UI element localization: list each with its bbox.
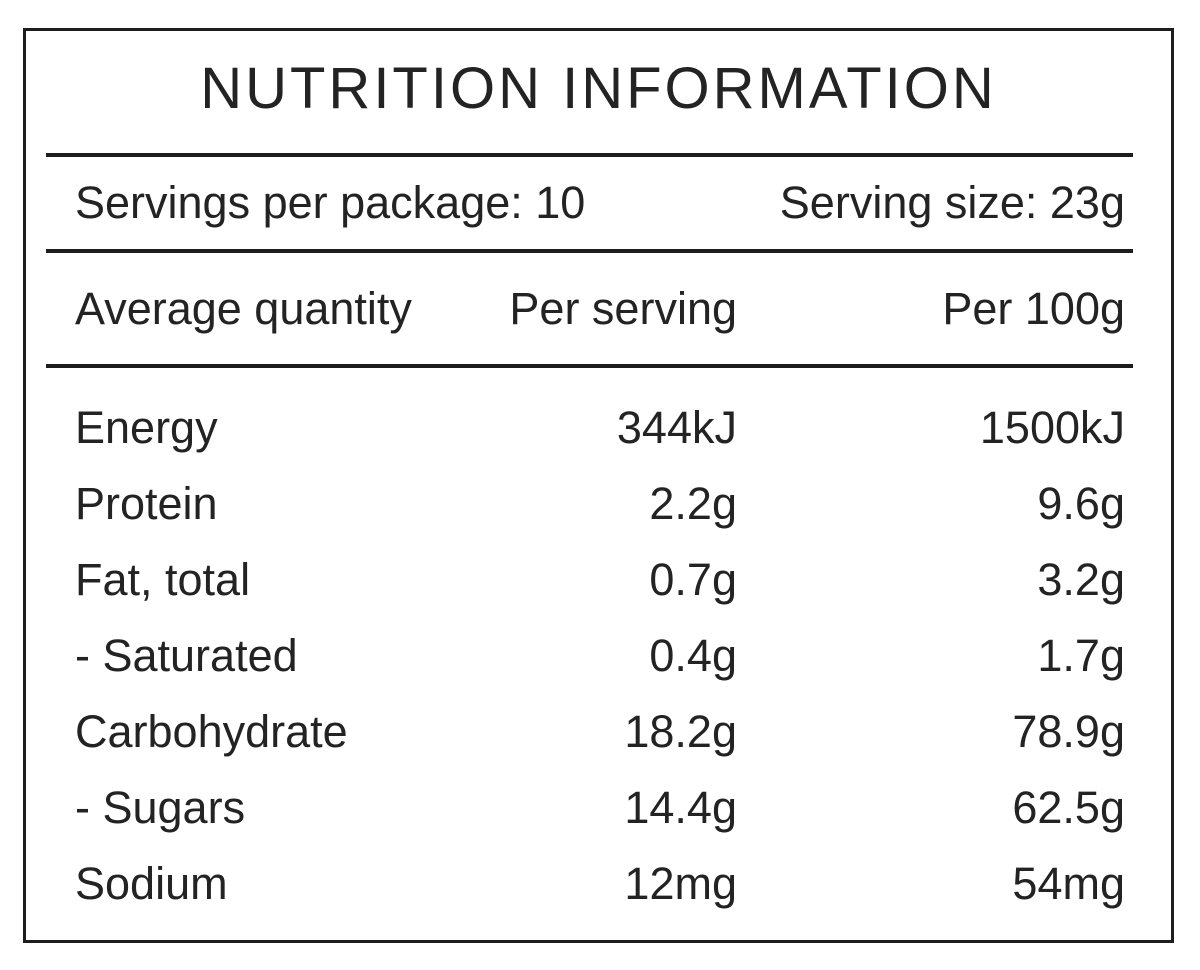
- nutrition-table-body: [26, 368, 1171, 922]
- table-row-sugars: [26, 770, 1171, 846]
- nutrient-label: Protein: [75, 478, 218, 529]
- nutrient-label: Sodium: [75, 858, 228, 909]
- nutrient-label: Energy: [75, 402, 218, 453]
- nutrition-panel: [23, 28, 1174, 943]
- per-100g-value: 9.6g: [1037, 478, 1125, 529]
- per-100g-value: 54mg: [1012, 858, 1125, 909]
- table-row-energy: [26, 390, 1171, 466]
- header-per-100g: Per 100g: [942, 282, 1125, 334]
- per-serving-value: 12mg: [624, 858, 737, 909]
- table-row-protein: [26, 466, 1171, 542]
- nutrient-label: Fat, total: [75, 554, 251, 605]
- header-average-quantity: Average quantity: [75, 282, 412, 334]
- per-100g-value: 3.2g: [1037, 554, 1125, 605]
- per-serving-value: 0.7g: [649, 554, 737, 605]
- table-row-fat-total: [26, 542, 1171, 618]
- per-100g-value: 1500kJ: [979, 402, 1125, 453]
- per-100g-value: 78.9g: [1012, 706, 1125, 757]
- servings-per-package-text: Servings per package: 10: [75, 177, 586, 228]
- serving-size-text: Serving size: 23g: [779, 177, 1125, 228]
- per-serving-value: 344kJ: [616, 402, 737, 453]
- table-header-row: [26, 253, 1171, 364]
- table-row-carbohydrate: [26, 694, 1171, 770]
- table-row-saturated: [26, 618, 1171, 694]
- nutrition-panel-title: NUTRITION INFORMATION: [200, 56, 997, 121]
- nutrient-label: - Saturated: [75, 630, 298, 681]
- per-serving-value: 18.2g: [624, 706, 737, 757]
- header-per-serving: Per serving: [509, 282, 737, 334]
- table-row-sodium: [26, 846, 1171, 922]
- per-serving-value: 2.2g: [649, 478, 737, 529]
- nutrient-label: Carbohydrate: [75, 706, 348, 757]
- per-serving-value: 14.4g: [624, 782, 737, 833]
- serving-info-row: [26, 157, 1171, 249]
- per-100g-value: 1.7g: [1037, 630, 1125, 681]
- per-100g-value: 62.5g: [1012, 782, 1125, 833]
- per-serving-value: 0.4g: [649, 630, 737, 681]
- nutrient-label: - Sugars: [75, 782, 246, 833]
